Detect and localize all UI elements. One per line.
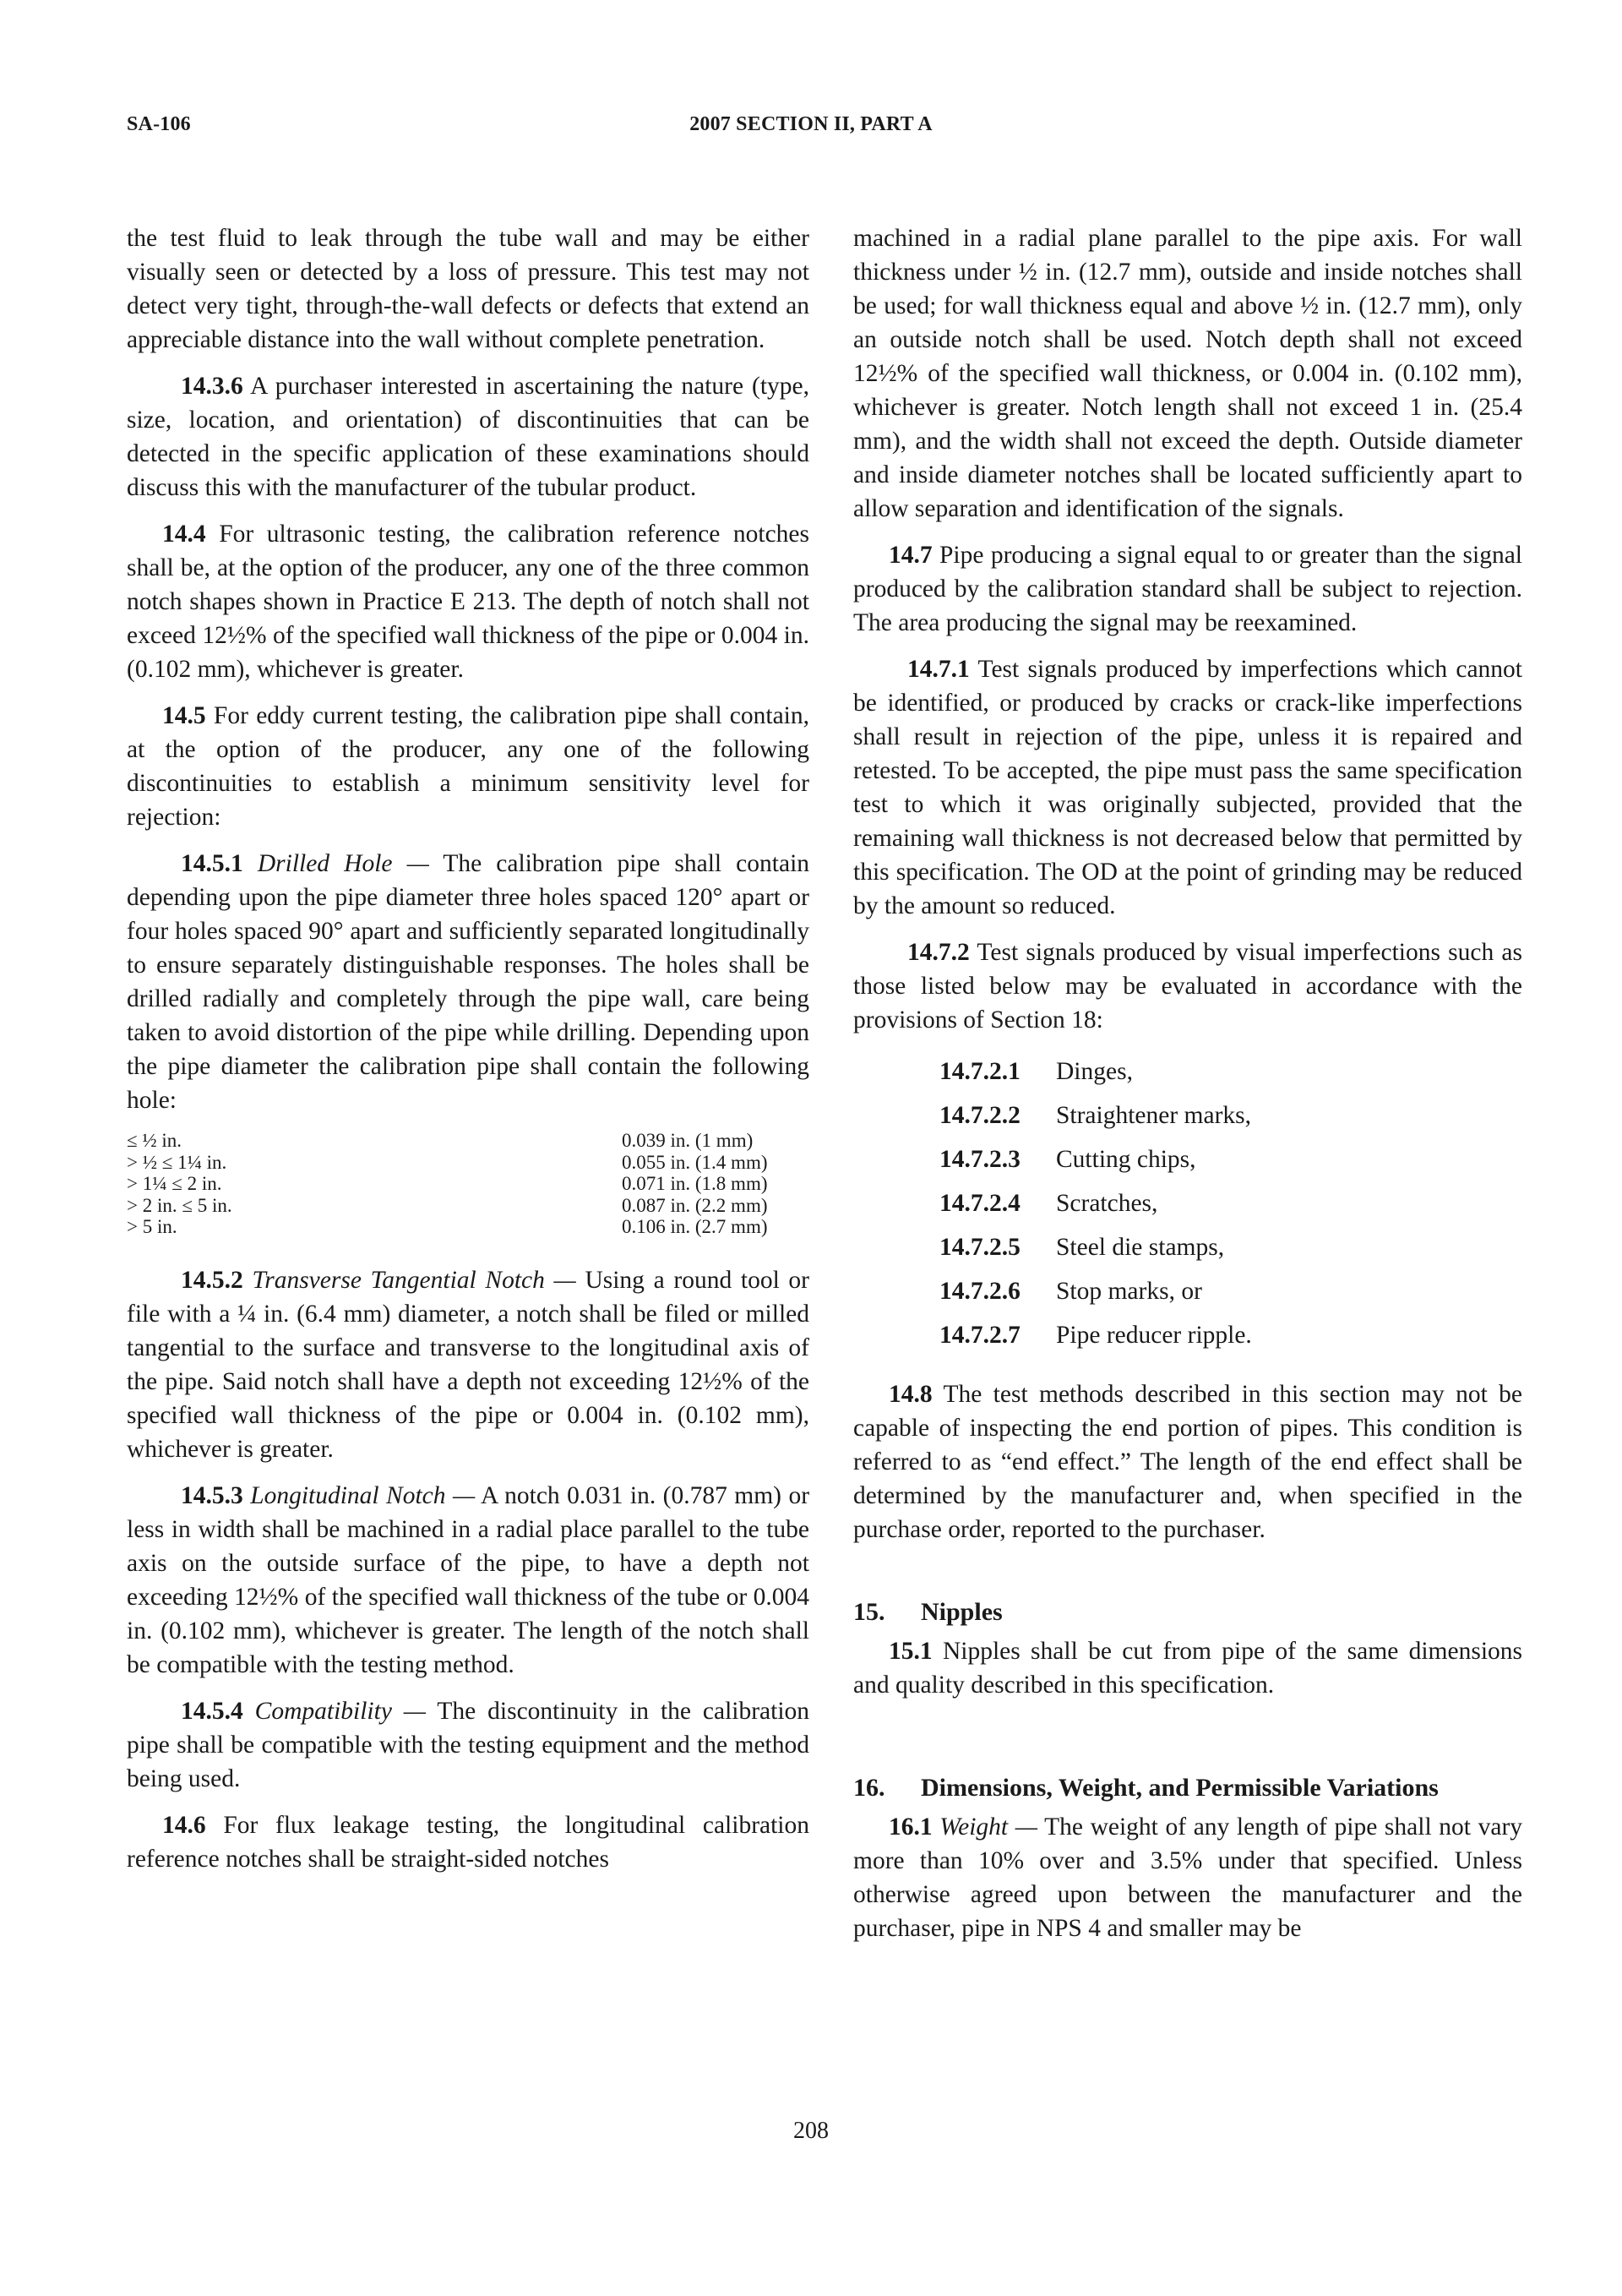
item-text: Cutting chips,: [1056, 1146, 1196, 1173]
paragraph-text: The discontinuity in the calibration pipe shall be compatible with the testing equipment and the method being used.: [127, 1697, 810, 1792]
table-row: [127, 1195, 809, 1217]
section-number: 14.5.4: [181, 1697, 243, 1725]
paragraph-text: Nipples shall be cut from pipe of the same dimensions and quality described in this specification.: [853, 1638, 1522, 1699]
paragraph-text: The calibration pipe shall contain depending upon the pipe diameter three holes spaced 120° apart or four holes spaced 90° apart and sufficiently separated longitudinally to ensure separately distinguishable responses. The holes shall be drilled radially and completely through the pipe wall, care being taken to avoid distortion of the pipe while drilling. Depending upon the pipe diameter the calibration pipe shall contain the following hole:: [127, 850, 810, 1114]
paragraph-14-8: [853, 1377, 1522, 1546]
paragraph-text: For flux leakage testing, the longitudinal calibration reference notches shall be straight-sided notches: [127, 1811, 810, 1873]
running-header: 2007 SECTION II, PART A: [689, 113, 933, 135]
section-number: 16.1: [889, 1813, 933, 1841]
hole-size-table: [127, 1130, 809, 1238]
heading-title: Dimensions, Weight, and Permissible Variations: [921, 1774, 1439, 1802]
paragraph-14-3-6: [127, 369, 809, 504]
paragraph-16-1: [853, 1810, 1522, 1945]
paragraph-14-7-1: [853, 652, 1522, 923]
list-item: [853, 1313, 1522, 1357]
section-heading-16: [853, 1771, 1522, 1805]
item-text: Scratches,: [1056, 1190, 1158, 1217]
pipe-size: > 1¼ ≤ 2 in.: [127, 1173, 222, 1194]
left-column: [127, 221, 809, 1889]
item-text: Straightener marks,: [1056, 1102, 1252, 1129]
paragraph-text: Using a round tool or file with a ¼ in. (6.4 mm) diameter, a notch shall be filed or milled tangential to the surface and transverse to the longitudinal axis of the pipe. Said notch shall have a depth not exceeding 12½% of the specified wall thickness of the pipe or 0.004 in. (0.102 mm), whichever is greater.: [127, 1266, 810, 1463]
section-number: 14.7: [889, 542, 933, 569]
paragraph-title: Transverse Tangential Notch —: [252, 1266, 576, 1294]
section-number: 14.3.6: [181, 373, 243, 400]
item-number: 14.7.2.2: [939, 1102, 1021, 1129]
hole-diameter: 0.055 in. (1.4 mm): [622, 1151, 768, 1173]
paragraph-14-5-2: [127, 1263, 809, 1466]
section-number: 14.5.2: [181, 1266, 243, 1294]
paragraph-14-6: [127, 1808, 809, 1876]
pipe-size: ≤ ½ in.: [127, 1130, 182, 1151]
paragraph-text: The weight of any length of pipe shall not vary more than 10% over and 3.5% under that specified. Unless otherwise agreed upon between the manufacturer and the purchaser, pipe in NPS 4 and smaller may be: [853, 1813, 1523, 1942]
list-item: [853, 1137, 1522, 1181]
item-number: 14.7.2.3: [939, 1146, 1021, 1173]
table-row: [127, 1216, 809, 1238]
heading-title: Nipples: [921, 1598, 1003, 1626]
paragraph-text: A notch 0.031 in. (0.787 mm) or less in width shall be machined in a radial place parallel to the tube axis on the outside surface of the pipe, to have a depth not exceeding 12½% of the specified wall thickness of the tube or 0.004 in. (0.102 mm), whichever is greater. The length of the notch shall be compatible with the testing method.: [127, 1481, 810, 1678]
item-text: Pipe reducer ripple.: [1056, 1322, 1252, 1349]
section-number: 14.5.3: [181, 1481, 243, 1509]
heading-number: 16.: [853, 1774, 885, 1802]
pipe-size: > ½ ≤ 1¼ in.: [127, 1151, 227, 1173]
paragraph-title: Drilled Hole —: [257, 850, 429, 877]
section-number: 14.8: [889, 1381, 933, 1408]
paragraph-14-5-1: [127, 847, 809, 1117]
hole-diameter: 0.087 in. (2.2 mm): [622, 1194, 768, 1216]
section-number: 14.7.1: [907, 656, 970, 683]
item-text: Stop marks, or: [1056, 1278, 1202, 1305]
paragraph-text: Test signals produced by imperfections which cannot be identified, or produced by cracks or crack-like imperfections shall result in rejection of the pipe, unless it is repaired and retested. To be accepted, the pipe must pass the same specification test to which it was originally subjected, provided that the remaining wall thickness is not decreased below that permitted by this specification. The OD at the point of grinding may be reduced by the amount so reduced.: [853, 656, 1523, 919]
section-heading-15: [853, 1595, 1522, 1629]
table-row: [127, 1173, 809, 1195]
list-item: [853, 1093, 1522, 1137]
paragraph-text: A purchaser interested in ascertaining the nature (type, size, location, and orientation) of discontinuities that can be detected in the specific application of these examinations should discuss this with the manufacturer of the tubular product.: [127, 373, 809, 501]
hole-diameter: 0.039 in. (1 mm): [622, 1130, 754, 1151]
table-row: [127, 1130, 809, 1152]
item-number: 14.7.2.7: [939, 1322, 1021, 1349]
table-row: [127, 1152, 809, 1174]
paragraph-title: Compatibility —: [254, 1697, 427, 1725]
paragraph-14-7: [853, 538, 1522, 640]
pipe-size: > 5 in.: [127, 1216, 177, 1237]
paragraph-continuation: the test fluid to leak through the tube wall and may be either visually seen or detected by a loss of pressure. This test may not detect very tight, through-the-wall defects or defects that extend an appreciable distance into the wall without complete penetration.: [127, 225, 809, 353]
paragraph-text: Pipe producing a signal equal to or greater than the signal produced by the calibration standard shall be subject to rejection. The area producing the signal may be reexamined.: [853, 542, 1522, 636]
imperfection-list: [853, 1050, 1522, 1357]
paragraph-14-4: [127, 517, 809, 686]
paragraph-14-7-2: [853, 935, 1522, 1037]
paragraph-text: For ultrasonic testing, the calibration reference notches shall be, at the option of the producer, any one of the three common notch shapes shown in Practice E 213. The depth of notch shall not exceed 12½% of the specified wall thickness of the pipe or 0.004 in. (0.102 mm), whichever is greater.: [127, 521, 809, 683]
section-number: 14.4: [162, 521, 206, 548]
pipe-size: > 2 in. ≤ 5 in.: [127, 1194, 232, 1216]
paragraph-text: Test signals produced by visual imperfections such as those listed below may be evaluated in accordance with the provisions of Section 18:: [853, 939, 1523, 1033]
item-number: 14.7.2.6: [939, 1278, 1021, 1305]
section-number: 14.7.2: [907, 939, 970, 966]
page-number: 208: [793, 2118, 829, 2144]
list-item: [853, 1269, 1522, 1313]
section-number: 14.5.1: [181, 850, 243, 877]
paragraph-title: Longitudinal Notch —: [250, 1481, 476, 1509]
hole-diameter: 0.071 in. (1.8 mm): [622, 1173, 768, 1194]
paragraph-title: Weight —: [939, 1813, 1037, 1841]
section-number: 15.1: [889, 1638, 933, 1665]
list-item: [853, 1050, 1522, 1093]
section-number: 14.6: [162, 1811, 206, 1839]
section-number: 14.5: [162, 702, 206, 729]
item-text: Steel die stamps,: [1056, 1234, 1225, 1261]
list-item: [853, 1225, 1522, 1269]
item-number: 14.7.2.5: [939, 1234, 1021, 1261]
right-column: [853, 221, 1522, 1958]
item-number: 14.7.2.4: [939, 1190, 1021, 1217]
paragraph-14-5-4: [127, 1694, 809, 1796]
paragraph-text: For eddy current testing, the calibration pipe shall contain, at the option of the producer, any one of the following discontinuities to establish a minimum sensitivity level for rejection:: [127, 702, 810, 831]
heading-number: 15.: [853, 1598, 885, 1626]
paragraph-continuation: machined in a radial plane parallel to the pipe axis. For wall thickness under ½ in. (12.7 mm), outside and inside notches shall be used; for wall thickness equal and above ½ in. (12.7 mm), only an outside notch shall be used. Notch depth shall not exceed 12½% of the specified wall thickness, or 0.004 in. (0.102 mm), whichever is greater. Notch length shall not exceed 1 in. (25.4 mm), and the width shall not exceed the depth. Outside diameter and inside diameter notches shall be located sufficiently apart to allow separation and identification of the signals.: [853, 225, 1522, 522]
document-id: SA-106: [127, 113, 191, 135]
item-number: 14.7.2.1: [939, 1058, 1021, 1085]
hole-diameter: 0.106 in. (2.7 mm): [622, 1216, 768, 1237]
item-text: Dinges,: [1056, 1058, 1133, 1085]
paragraph-14-5: [127, 699, 809, 834]
paragraph-text: The test methods described in this section may not be capable of inspecting the end portion of pipes. This condition is referred to as “end effect.” The length of the end effect shall be determined by the manufacturer and, when specified in the purchase order, reported to the purchaser.: [853, 1381, 1522, 1543]
paragraph-14-5-3: [127, 1479, 809, 1682]
list-item: [853, 1181, 1522, 1225]
paragraph-15-1: [853, 1634, 1522, 1702]
